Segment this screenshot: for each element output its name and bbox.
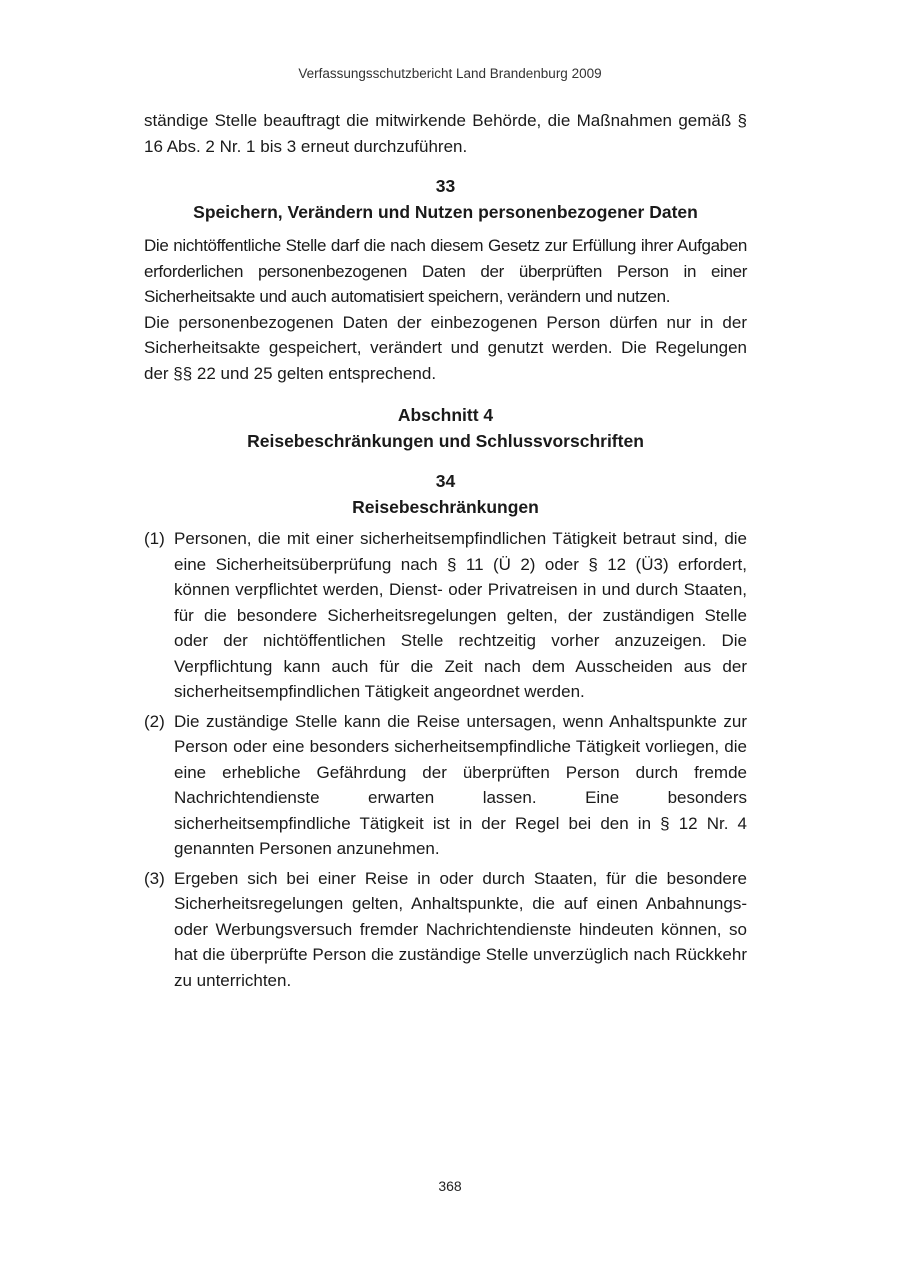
item-number: (3)	[144, 868, 165, 888]
item-number: (2)	[144, 711, 165, 731]
section-33-paragraph-2: Die personenbezogenen Daten der einbezogenen Person dürfen nur in der Sicherheitsakte gespeichert, verändert und genutzt werden. Die Regelungen der §§ 22 und 25 gelten entsprechend.	[144, 312, 747, 383]
abschnitt-label: Abschnitt 4	[397, 405, 494, 425]
section-33-paragraph-1: Die nichtöffentliche Stelle darf die nach diesem Gesetz zur Erfüllung ihrer Aufgaben erforderlichen personenbezogenen Daten der überprüften Person in einer Sicherheitsakte und auch automatisiert speichern, verändern und nutzen.	[144, 236, 747, 306]
item-text: Die zuständige Stelle kann die Reise untersagen, wenn Anhaltspunkte zur Person oder eine besonders sicherheitsempfindliche Tätigkeit vorliegen, die eine erhebliche Gefährdung der überprüften Person durch fremde Nachrichtendienste erwarten lassen. Eine besonders sicherheitsempfindliche Tätigkeit ist in der Regel bei den in § 12 Nr. 4 genannten Personen anzunehmen.	[174, 711, 747, 858]
page-content	[144, 108, 747, 993]
item-text: Personen, die mit einer sicherheitsempfindlichen Tätigkeit betraut sind, die eine Sicherheitsüberprüfung nach § 11 (Ü 2) oder § 12 (Ü3) erfordert, können verpflichtet werden, Dienst- oder Privatreisen in und durch Staaten, für die besondere Sicherheitsregelungen gelten, der zuständigen Stelle oder der nichtöffentlichen Stelle rechtzeitig vorher anzuzeigen. Die Verpflichtung kann auch für die Zeit nach dem Ausscheiden aus der sicherheitsempfindlichen Tätigkeit angeordnet werden.	[174, 529, 747, 701]
running-header: Verfassungsschutzbericht Land Brandenburg 2009	[298, 66, 602, 81]
section-34-item-3	[144, 866, 747, 994]
section-34-item-1	[144, 526, 747, 705]
intro-paragraph: ständige Stelle beauftragt die mitwirkende Behörde, die Maßnahmen gemäß § 16 Abs. 2 Nr. 1 bis 3 erneut durchzuführen.	[144, 111, 747, 156]
abschnitt-title: Reisebeschränkungen und Schlussvorschriften	[247, 431, 644, 451]
item-text: Ergeben sich bei einer Reise in oder durch Staaten, für die besondere Sicherheitsregelungen gelten, Anhaltspunkte, die auf einen Anbahnungs- oder Werbungsversuch fremder Nachrichtendienste hindeuten können, so hat die überprüfte Person die zuständige Stelle unverzüglich nach Rückkehr zu unterrichten.	[174, 868, 747, 990]
page-number: 368	[438, 1178, 462, 1194]
section-34-item-2	[144, 709, 747, 862]
section-33-number: 33	[435, 176, 456, 196]
section-33-title: Speichern, Verändern und Nutzen personenbezogener Daten	[193, 202, 698, 222]
item-number: (1)	[144, 529, 165, 548]
section-34-number: 34	[435, 471, 456, 491]
section-34-title: Reisebeschränkungen	[352, 497, 539, 517]
